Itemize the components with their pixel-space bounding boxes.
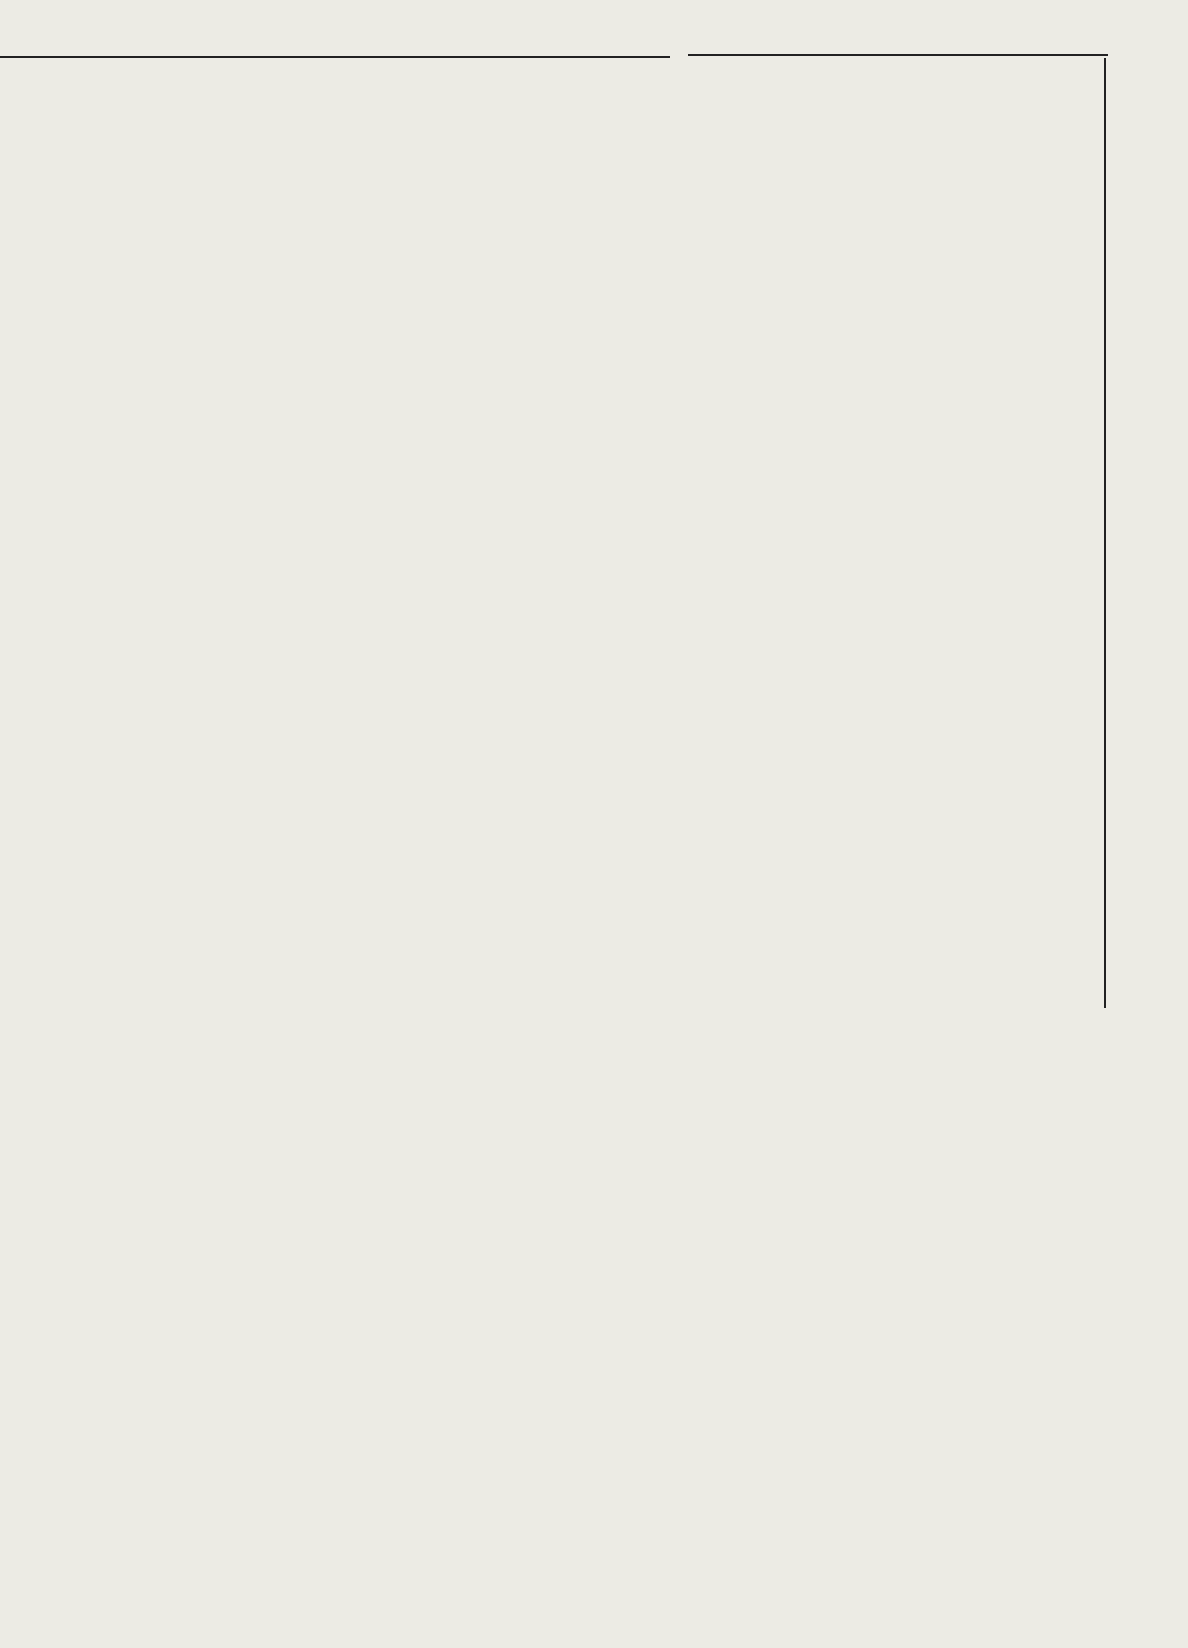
right-border <box>1104 58 1106 1008</box>
trade-name-header <box>948 166 1100 196</box>
top-rule-right <box>688 54 1108 56</box>
property-name-header <box>400 160 630 168</box>
owner-column-header <box>100 128 300 156</box>
top-rule <box>0 56 670 58</box>
